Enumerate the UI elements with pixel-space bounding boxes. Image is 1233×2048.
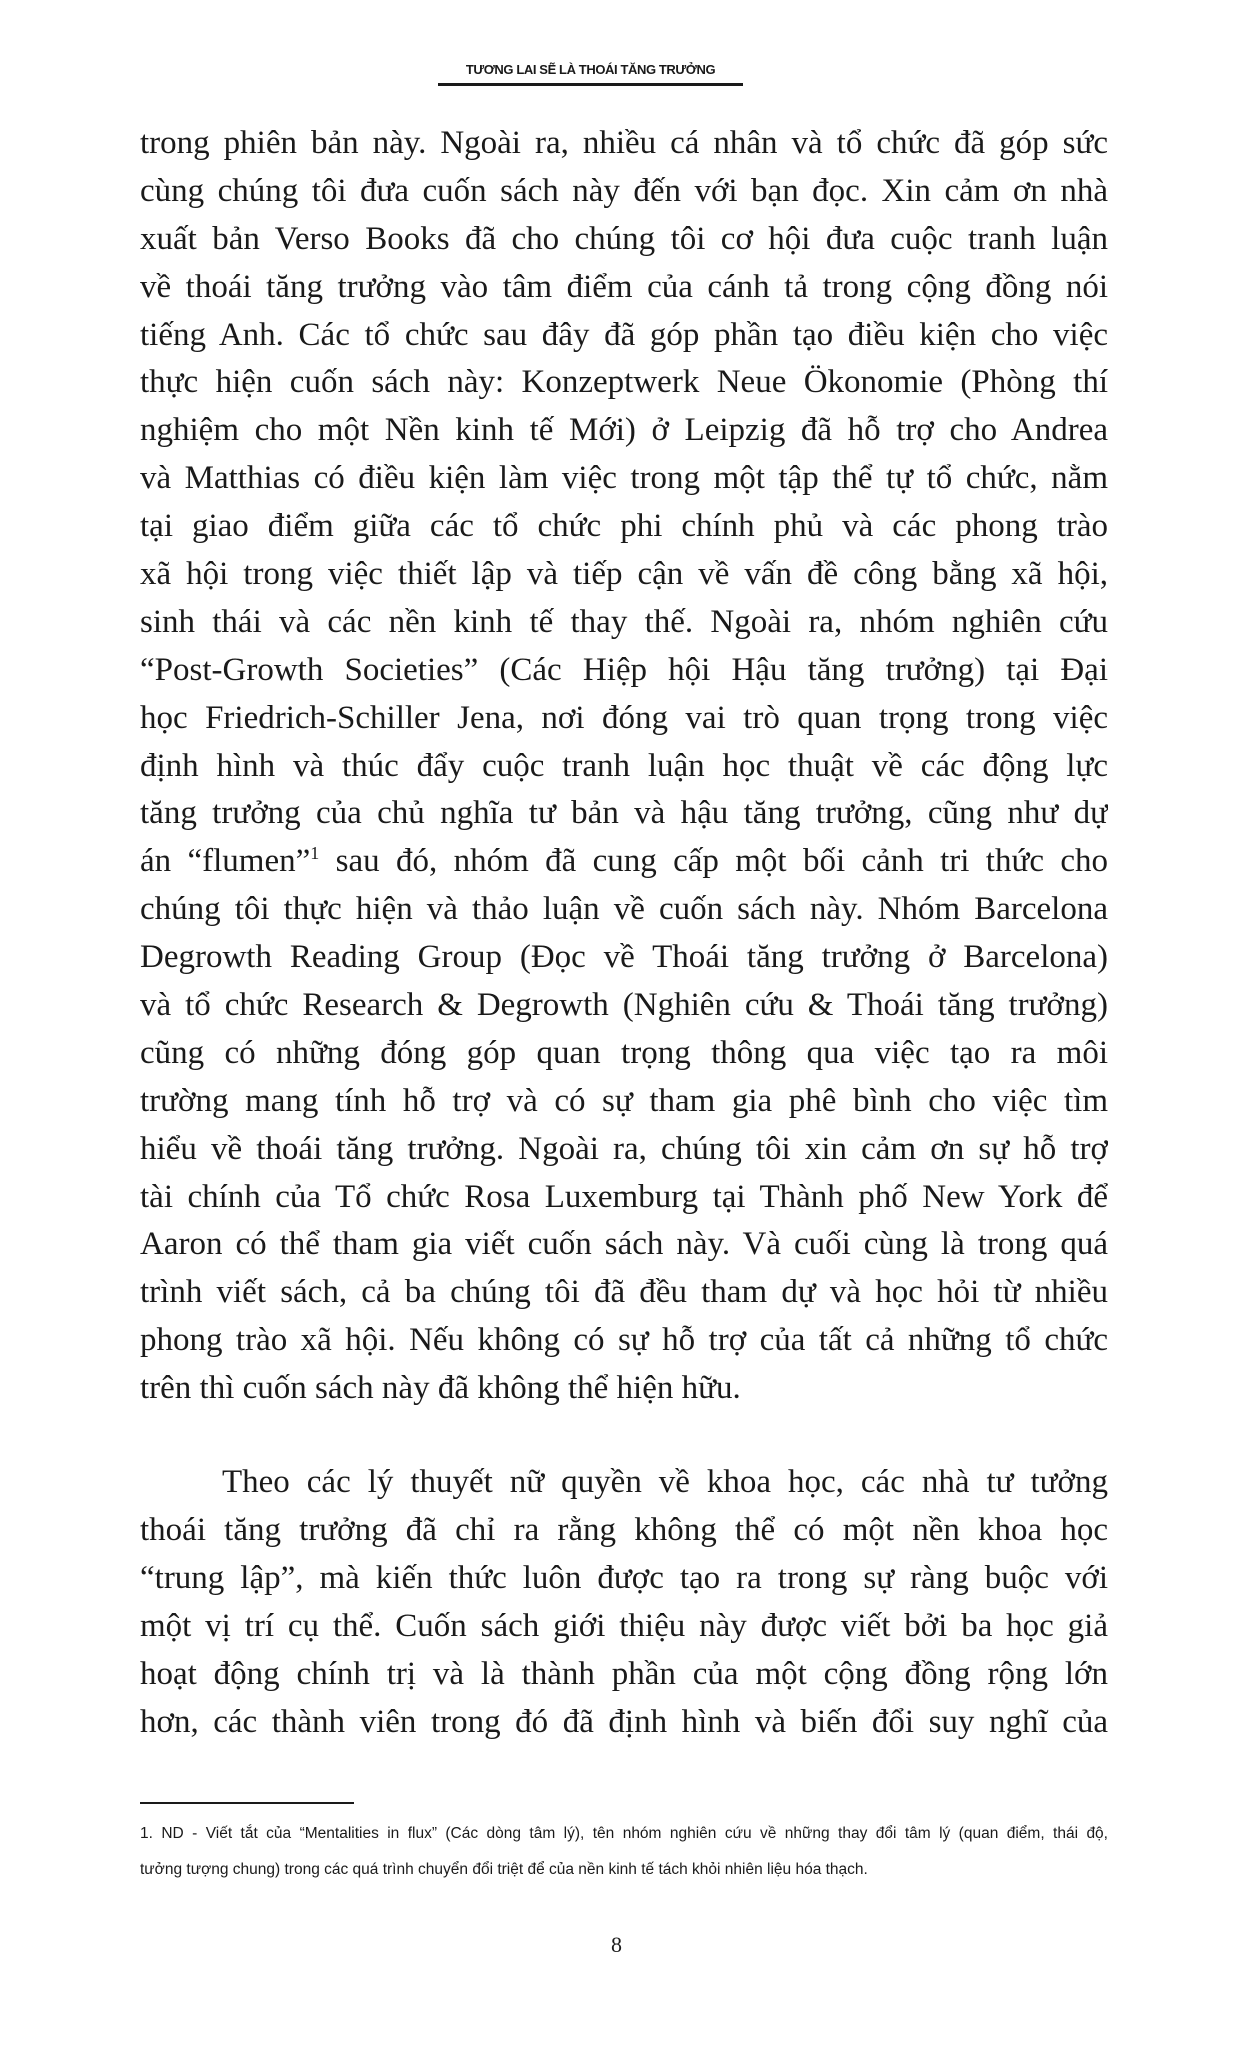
text-line: cùng chúng tôi đưa cuốn sách này đến với bạn đọc. Xin cảm ơn nhà [140, 172, 1108, 209]
text-line-footnote-ref [140, 838, 1108, 886]
text-line: phong trào xã hội. Nếu không có sự hỗ trợ của tất cả những tổ chức [140, 1322, 1108, 1359]
text-line: Degrowth Reading Group (Đọc về Thoái tăng trưởng ở Barcelona) [140, 939, 1108, 976]
text-line: hơn, các thành viên trong đó đã định hình và biến đổi suy nghĩ của [140, 1703, 1108, 1740]
text-line: Aaron có thể tham gia viết cuốn sách này. Và cuối cùng là trong quá [140, 1226, 1108, 1263]
text-line: thực hiện cuốn sách này: Konzeptwerk Neue Ökonomie (Phòng thí [140, 364, 1108, 401]
text-line: một vị trí cụ thể. Cuốn sách giới thiệu này được viết bởi ba học giả [140, 1607, 1108, 1644]
footnote-line: tưởng tượng chung) trong các quá trình chuyển đổi triệt để của nền kinh tế tách khỏi nhiên liệu hóa thạch. [140, 1861, 868, 1878]
text-line: về thoái tăng trưởng vào tâm điểm của cánh tả trong cộng đồng nói [140, 268, 1108, 305]
text-line: Theo các lý thuyết nữ quyền về khoa học, các nhà tư tưởng [222, 1464, 1108, 1501]
paragraph [140, 120, 1108, 1413]
text-line: tại giao điểm giữa các tổ chức phi chính phủ và các phong trào [140, 508, 1108, 545]
paragraph-gap [140, 1413, 1108, 1459]
text-segment: án “flumen” [140, 843, 311, 880]
text-line: trong phiên bản này. Ngoài ra, nhiều cá nhân và tổ chức đã góp sức [140, 125, 1108, 161]
text-line: “trung lập”, mà kiến thức luôn được tạo ra trong sự ràng buộc với [140, 1559, 1108, 1596]
text-line: trên thì cuốn sách này đã không thể hiện hữu. [140, 1370, 741, 1407]
text-line: xuất bản Verso Books đã cho chúng tôi cơ hội đưa cuộc tranh luận [140, 220, 1108, 257]
text-line: và Matthias có điều kiện làm việc trong một tập thể tự tổ chức, nằm [140, 460, 1108, 497]
text-line: cũng có những đóng góp quan trọng thông qua việc tạo ra môi [140, 1034, 1108, 1071]
text-line: tiếng Anh. Các tổ chức sau đây đã góp phần tạo điều kiện cho việc [140, 316, 1108, 353]
paragraph [140, 1459, 1108, 1746]
text-line: hiểu về thoái tăng trưởng. Ngoài ra, chúng tôi xin cảm ơn sự hỗ trợ [140, 1130, 1108, 1167]
text-line: học Friedrich-Schiller Jena, nơi đóng vai trò quan trọng trong việc [140, 699, 1108, 736]
running-head: TƯƠNG LAI SẼ LÀ THOÁI TĂNG TRƯỞNG [438, 62, 743, 86]
text-line: sinh thái và các nền kinh tế thay thế. Ngoài ra, nhóm nghiên cứu [140, 603, 1108, 640]
footnote-line: 1. ND - Viết tắt của “Mentalities in flux” (Các dòng tâm lý), tên nhóm nghiên cứu về những thay đổi tâm lý (quan điểm, thái độ, [140, 1825, 1108, 1842]
footnote-marker[interactable]: 1 [310, 843, 320, 864]
text-line: trường mang tính hỗ trợ và có sự tham gia phê bình cho việc tìm [140, 1082, 1108, 1119]
body-text [140, 120, 1108, 1746]
text-line: hoạt động chính trị và là thành phần của một cộng đồng rộng lớn [140, 1655, 1108, 1692]
footnote [140, 1816, 1108, 1888]
page-number: 8 [611, 1932, 622, 1957]
footnote-divider [140, 1802, 354, 1804]
text-line: định hình và thúc đẩy cuộc tranh luận học thuật về các động lực [140, 747, 1108, 784]
text-line: trình viết sách, cả ba chúng tôi đã đều tham dự và học hỏi từ nhiều [140, 1274, 1108, 1311]
text-line: tăng trưởng của chủ nghĩa tư bản và hậu tăng trưởng, cũng như dự [140, 795, 1108, 832]
text-line: thoái tăng trưởng đã chỉ ra rằng không thể có một nền khoa học [140, 1511, 1108, 1548]
text-line: và tổ chức Research & Degrowth (Nghiên cứu & Thoái tăng trưởng) [140, 987, 1108, 1024]
text-segment: sau đó, nhóm đã cung cấp một bối cảnh tri thức cho [319, 843, 1108, 880]
text-line: xã hội trong việc thiết lập và tiếp cận về vấn đề công bằng xã hội, [140, 556, 1108, 593]
text-line: tài chính của Tổ chức Rosa Luxemburg tại Thành phố New York để [140, 1178, 1108, 1215]
text-line: “Post-Growth Societies” (Các Hiệp hội Hậu tăng trưởng) tại Đại [140, 651, 1108, 688]
text-line: chúng tôi thực hiện và thảo luận về cuốn sách này. Nhóm Barcelona [140, 891, 1108, 928]
text-line: nghiệm cho một Nền kinh tế Mới) ở Leipzig đã hỗ trợ cho Andrea [140, 412, 1108, 449]
